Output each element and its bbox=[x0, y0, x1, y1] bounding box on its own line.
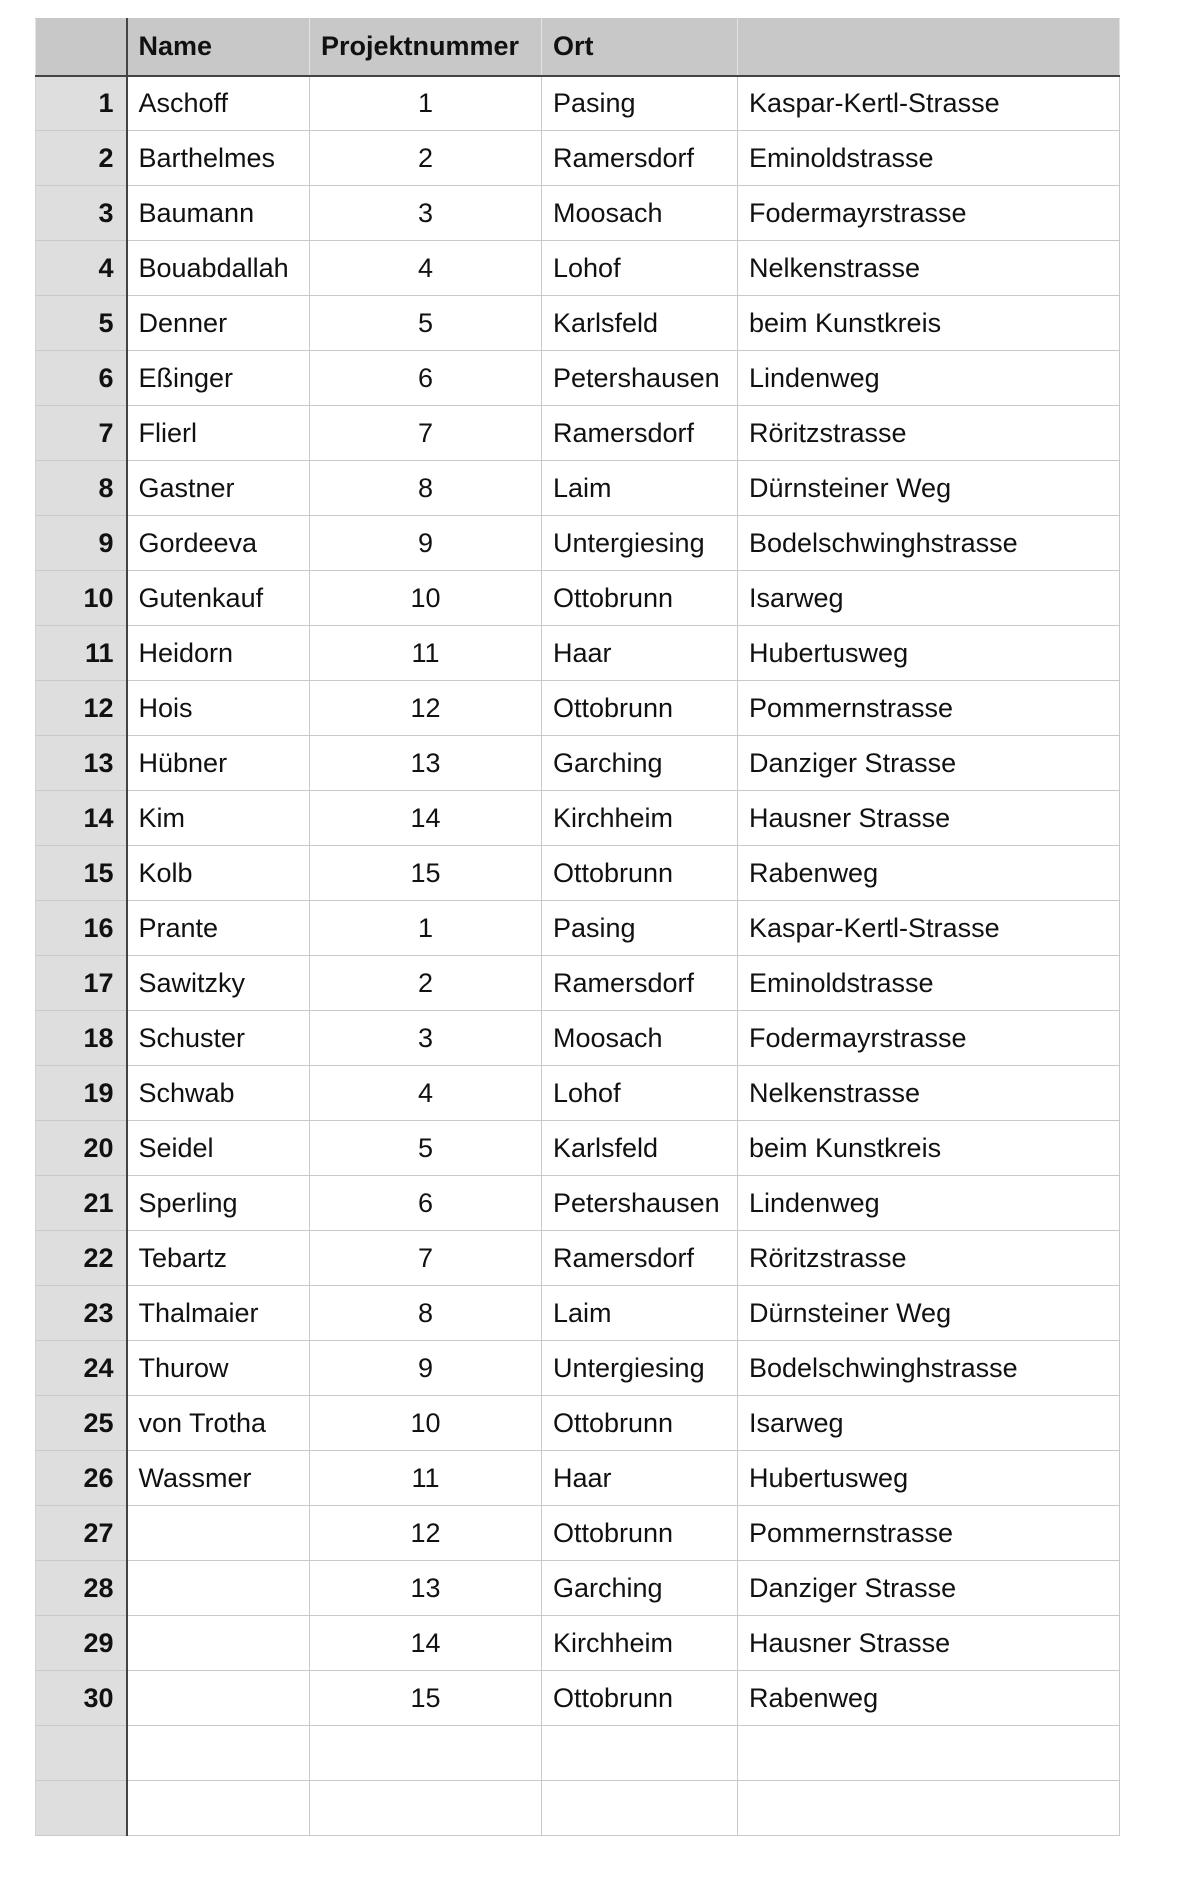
projektnummer-cell[interactable]: 10 bbox=[310, 571, 542, 626]
street-cell[interactable] bbox=[738, 1781, 1120, 1836]
ort-cell[interactable]: Ramersdorf bbox=[542, 1231, 738, 1286]
row-number-cell[interactable]: 20 bbox=[36, 1121, 127, 1176]
street-cell[interactable]: Bodelschwinghstrasse bbox=[738, 516, 1120, 571]
ort-cell[interactable]: Ottobrunn bbox=[542, 1506, 738, 1561]
header-projektnummer[interactable]: Projektnummer bbox=[310, 19, 542, 76]
table-row bbox=[36, 1066, 1120, 1121]
table-row bbox=[36, 1341, 1120, 1396]
name-cell[interactable]: Wassmer bbox=[127, 1451, 310, 1506]
row-number-cell[interactable]: 28 bbox=[36, 1561, 127, 1616]
row-number-cell[interactable] bbox=[36, 1726, 127, 1781]
row-number-cell[interactable]: 26 bbox=[36, 1451, 127, 1506]
projektnummer-cell[interactable]: 1 bbox=[310, 901, 542, 956]
projektnummer-cell[interactable]: 14 bbox=[310, 791, 542, 846]
table-row bbox=[36, 351, 1120, 406]
name-cell[interactable]: Kim bbox=[127, 791, 310, 846]
name-cell[interactable]: Sperling bbox=[127, 1176, 310, 1231]
projektnummer-cell[interactable]: 5 bbox=[310, 1121, 542, 1176]
ort-cell[interactable]: Lohof bbox=[542, 241, 738, 296]
row-number-cell[interactable]: 1 bbox=[36, 76, 127, 131]
name-cell[interactable] bbox=[127, 1671, 310, 1726]
table-row bbox=[36, 1451, 1120, 1506]
projektnummer-cell[interactable]: 14 bbox=[310, 1616, 542, 1671]
street-cell[interactable]: Isarweg bbox=[738, 571, 1120, 626]
projektnummer-cell[interactable]: 9 bbox=[310, 1341, 542, 1396]
row-number-cell[interactable]: 8 bbox=[36, 461, 127, 516]
table-row bbox=[36, 1176, 1120, 1231]
table-row bbox=[36, 1286, 1120, 1341]
projektnummer-cell[interactable]: 12 bbox=[310, 1506, 542, 1561]
street-cell[interactable]: Kaspar-Kertl-Strasse bbox=[738, 901, 1120, 956]
row-number-cell[interactable]: 7 bbox=[36, 406, 127, 461]
header-name[interactable]: Name bbox=[127, 19, 310, 76]
ort-cell[interactable]: Ramersdorf bbox=[542, 956, 738, 1011]
street-cell[interactable]: Pommernstrasse bbox=[738, 681, 1120, 736]
projektnummer-cell[interactable]: 8 bbox=[310, 461, 542, 516]
header-row-index[interactable] bbox=[36, 19, 127, 76]
projektnummer-cell[interactable]: 4 bbox=[310, 1066, 542, 1121]
ort-cell[interactable]: Moosach bbox=[542, 1011, 738, 1066]
street-cell[interactable]: Fodermayrstrasse bbox=[738, 1011, 1120, 1066]
projektnummer-cell[interactable]: 15 bbox=[310, 846, 542, 901]
row-number-cell[interactable]: 23 bbox=[36, 1286, 127, 1341]
projektnummer-cell[interactable]: 3 bbox=[310, 186, 542, 241]
street-cell[interactable]: Rabenweg bbox=[738, 846, 1120, 901]
table-row bbox=[36, 516, 1120, 571]
row-number-cell[interactable]: 9 bbox=[36, 516, 127, 571]
projektnummer-cell[interactable]: 15 bbox=[310, 1671, 542, 1726]
ort-cell[interactable]: Garching bbox=[542, 736, 738, 791]
name-cell[interactable]: Flierl bbox=[127, 406, 310, 461]
ort-cell[interactable]: Petershausen bbox=[542, 351, 738, 406]
table-row bbox=[36, 1011, 1120, 1066]
street-cell[interactable]: Hubertusweg bbox=[738, 1451, 1120, 1506]
row-number-cell[interactable]: 10 bbox=[36, 571, 127, 626]
row-number-cell[interactable]: 22 bbox=[36, 1231, 127, 1286]
row-number-cell[interactable]: 5 bbox=[36, 296, 127, 351]
ort-cell[interactable]: Ottobrunn bbox=[542, 1671, 738, 1726]
table-row bbox=[36, 1726, 1120, 1781]
name-cell[interactable] bbox=[127, 1616, 310, 1671]
street-cell[interactable]: Nelkenstrasse bbox=[738, 241, 1120, 296]
street-cell[interactable]: Pommernstrasse bbox=[738, 1506, 1120, 1561]
row-number-cell[interactable]: 17 bbox=[36, 956, 127, 1011]
name-cell[interactable]: Bouabdallah bbox=[127, 241, 310, 296]
name-cell[interactable]: Gastner bbox=[127, 461, 310, 516]
projektnummer-cell[interactable]: 3 bbox=[310, 1011, 542, 1066]
projektnummer-cell[interactable]: 11 bbox=[310, 1451, 542, 1506]
name-cell[interactable]: Tebartz bbox=[127, 1231, 310, 1286]
street-cell[interactable]: Eminoldstrasse bbox=[738, 131, 1120, 186]
street-cell[interactable] bbox=[738, 1726, 1120, 1781]
street-cell[interactable]: Eminoldstrasse bbox=[738, 956, 1120, 1011]
table-row bbox=[36, 846, 1120, 901]
projektnummer-cell[interactable]: 9 bbox=[310, 516, 542, 571]
ort-cell[interactable]: Ottobrunn bbox=[542, 846, 738, 901]
street-cell[interactable]: Röritzstrasse bbox=[738, 1231, 1120, 1286]
table-row bbox=[36, 901, 1120, 956]
row-number-cell[interactable]: 21 bbox=[36, 1176, 127, 1231]
row-number-cell[interactable]: 13 bbox=[36, 736, 127, 791]
table-row bbox=[36, 1671, 1120, 1726]
row-number-cell[interactable]: 24 bbox=[36, 1341, 127, 1396]
projektnummer-cell[interactable]: 4 bbox=[310, 241, 542, 296]
ort-cell[interactable]: Untergiesing bbox=[542, 516, 738, 571]
street-cell[interactable]: Hausner Strasse bbox=[738, 791, 1120, 846]
table-row bbox=[36, 626, 1120, 681]
row-number-cell[interactable]: 12 bbox=[36, 681, 127, 736]
table-row bbox=[36, 296, 1120, 351]
row-number-cell[interactable] bbox=[36, 1781, 127, 1836]
projektnummer-cell[interactable]: 7 bbox=[310, 406, 542, 461]
table-row bbox=[36, 736, 1120, 791]
street-cell[interactable]: Rabenweg bbox=[738, 1671, 1120, 1726]
row-number-cell[interactable]: 3 bbox=[36, 186, 127, 241]
name-cell[interactable] bbox=[127, 1506, 310, 1561]
ort-cell[interactable]: Kirchheim bbox=[542, 791, 738, 846]
ort-cell[interactable]: Ramersdorf bbox=[542, 131, 738, 186]
ort-cell[interactable]: Kirchheim bbox=[542, 1616, 738, 1671]
ort-cell[interactable]: Ottobrunn bbox=[542, 681, 738, 736]
table-row bbox=[36, 1561, 1120, 1616]
projektnummer-cell[interactable]: 1 bbox=[310, 76, 542, 131]
ort-cell[interactable]: Haar bbox=[542, 626, 738, 681]
street-cell[interactable]: Hubertusweg bbox=[738, 626, 1120, 681]
street-cell[interactable]: Röritzstrasse bbox=[738, 406, 1120, 461]
name-cell[interactable]: Prante bbox=[127, 901, 310, 956]
projektnummer-cell[interactable]: 6 bbox=[310, 1176, 542, 1231]
row-number-cell[interactable]: 16 bbox=[36, 901, 127, 956]
name-cell[interactable] bbox=[127, 1781, 310, 1836]
header-row bbox=[36, 19, 1120, 76]
table-row bbox=[36, 1231, 1120, 1286]
name-cell[interactable]: Denner bbox=[127, 296, 310, 351]
table-row bbox=[36, 1506, 1120, 1561]
projektnummer-cell[interactable] bbox=[310, 1726, 542, 1781]
projektnummer-cell[interactable]: 12 bbox=[310, 681, 542, 736]
street-cell[interactable]: Bodelschwinghstrasse bbox=[738, 1341, 1120, 1396]
row-number-cell[interactable]: 2 bbox=[36, 131, 127, 186]
table-row bbox=[36, 461, 1120, 516]
ort-cell[interactable]: Ottobrunn bbox=[542, 1396, 738, 1451]
ort-cell[interactable]: Karlsfeld bbox=[542, 1121, 738, 1176]
table-row bbox=[36, 241, 1120, 296]
ort-cell[interactable] bbox=[542, 1726, 738, 1781]
header-ort[interactable]: Ort bbox=[542, 19, 738, 76]
street-cell[interactable]: Fodermayrstrasse bbox=[738, 186, 1120, 241]
name-cell[interactable]: Heidorn bbox=[127, 626, 310, 681]
name-cell[interactable]: Thurow bbox=[127, 1341, 310, 1396]
name-cell[interactable]: Hois bbox=[127, 681, 310, 736]
name-cell[interactable]: Gordeeva bbox=[127, 516, 310, 571]
ort-cell[interactable]: Laim bbox=[542, 461, 738, 516]
ort-cell[interactable]: Garching bbox=[542, 1561, 738, 1616]
row-number-cell[interactable]: 4 bbox=[36, 241, 127, 296]
projektnummer-cell[interactable]: 13 bbox=[310, 1561, 542, 1616]
name-cell[interactable]: Aschoff bbox=[127, 76, 310, 131]
spreadsheet-table bbox=[35, 18, 1120, 1836]
projektnummer-cell[interactable]: 7 bbox=[310, 1231, 542, 1286]
table-row bbox=[36, 1121, 1120, 1176]
table-body bbox=[36, 76, 1120, 1836]
ort-cell[interactable]: Moosach bbox=[542, 186, 738, 241]
projektnummer-cell[interactable]: 8 bbox=[310, 1286, 542, 1341]
row-number-cell[interactable]: 6 bbox=[36, 351, 127, 406]
ort-cell[interactable]: Lohof bbox=[542, 1066, 738, 1121]
name-cell[interactable]: Schuster bbox=[127, 1011, 310, 1066]
street-cell[interactable]: beim Kunstkreis bbox=[738, 296, 1120, 351]
street-cell[interactable]: Lindenweg bbox=[738, 351, 1120, 406]
table-row bbox=[36, 186, 1120, 241]
street-cell[interactable]: Dürnsteiner Weg bbox=[738, 461, 1120, 516]
name-cell[interactable]: Eßinger bbox=[127, 351, 310, 406]
projektnummer-cell[interactable]: 13 bbox=[310, 736, 542, 791]
row-number-cell[interactable]: 18 bbox=[36, 1011, 127, 1066]
street-cell[interactable]: Danziger Strasse bbox=[738, 736, 1120, 791]
row-number-cell[interactable]: 15 bbox=[36, 846, 127, 901]
name-cell[interactable]: Seidel bbox=[127, 1121, 310, 1176]
street-cell[interactable]: Lindenweg bbox=[738, 1176, 1120, 1231]
row-number-cell[interactable]: 30 bbox=[36, 1671, 127, 1726]
ort-cell[interactable] bbox=[542, 1781, 738, 1836]
ort-cell[interactable]: Karlsfeld bbox=[542, 296, 738, 351]
row-number-cell[interactable]: 14 bbox=[36, 791, 127, 846]
name-cell[interactable]: Thalmaier bbox=[127, 1286, 310, 1341]
ort-cell[interactable]: Haar bbox=[542, 1451, 738, 1506]
table-row bbox=[36, 1616, 1120, 1671]
name-cell[interactable]: Kolb bbox=[127, 846, 310, 901]
name-cell[interactable] bbox=[127, 1726, 310, 1781]
name-cell[interactable]: Barthelmes bbox=[127, 131, 310, 186]
street-cell[interactable]: Hausner Strasse bbox=[738, 1616, 1120, 1671]
table-row bbox=[36, 76, 1120, 131]
table-row bbox=[36, 1781, 1120, 1836]
row-number-cell[interactable]: 29 bbox=[36, 1616, 127, 1671]
name-cell[interactable] bbox=[127, 1561, 310, 1616]
name-cell[interactable]: Schwab bbox=[127, 1066, 310, 1121]
row-number-cell[interactable]: 27 bbox=[36, 1506, 127, 1561]
name-cell[interactable]: Baumann bbox=[127, 186, 310, 241]
projektnummer-cell[interactable]: 2 bbox=[310, 956, 542, 1011]
header-street[interactable] bbox=[738, 19, 1120, 76]
street-cell[interactable]: beim Kunstkreis bbox=[738, 1121, 1120, 1176]
table-row bbox=[36, 791, 1120, 846]
ort-cell[interactable]: Petershausen bbox=[542, 1176, 738, 1231]
name-cell[interactable]: Sawitzky bbox=[127, 956, 310, 1011]
ort-cell[interactable]: Ramersdorf bbox=[542, 406, 738, 461]
street-cell[interactable]: Dürnsteiner Weg bbox=[738, 1286, 1120, 1341]
name-cell[interactable]: Gutenkauf bbox=[127, 571, 310, 626]
projektnummer-cell[interactable] bbox=[310, 1781, 542, 1836]
ort-cell[interactable]: Laim bbox=[542, 1286, 738, 1341]
row-number-cell[interactable]: 25 bbox=[36, 1396, 127, 1451]
table-row bbox=[36, 681, 1120, 736]
table-row bbox=[36, 571, 1120, 626]
name-cell[interactable]: Hübner bbox=[127, 736, 310, 791]
projektnummer-cell[interactable]: 2 bbox=[310, 131, 542, 186]
ort-cell[interactable]: Pasing bbox=[542, 901, 738, 956]
row-number-cell[interactable]: 19 bbox=[36, 1066, 127, 1121]
table-row bbox=[36, 956, 1120, 1011]
table-row bbox=[36, 406, 1120, 461]
ort-cell[interactable]: Pasing bbox=[542, 76, 738, 131]
projektnummer-cell[interactable]: 5 bbox=[310, 296, 542, 351]
street-cell[interactable]: Danziger Strasse bbox=[738, 1561, 1120, 1616]
table-row bbox=[36, 131, 1120, 186]
ort-cell[interactable]: Ottobrunn bbox=[542, 571, 738, 626]
row-number-cell[interactable]: 11 bbox=[36, 626, 127, 681]
table-row bbox=[36, 1396, 1120, 1451]
street-cell[interactable]: Isarweg bbox=[738, 1396, 1120, 1451]
projektnummer-cell[interactable]: 6 bbox=[310, 351, 542, 406]
street-cell[interactable]: Nelkenstrasse bbox=[738, 1066, 1120, 1121]
street-cell[interactable]: Kaspar-Kertl-Strasse bbox=[738, 76, 1120, 131]
projektnummer-cell[interactable]: 10 bbox=[310, 1396, 542, 1451]
name-cell[interactable]: von Trotha bbox=[127, 1396, 310, 1451]
ort-cell[interactable]: Untergiesing bbox=[542, 1341, 738, 1396]
projektnummer-cell[interactable]: 11 bbox=[310, 626, 542, 681]
